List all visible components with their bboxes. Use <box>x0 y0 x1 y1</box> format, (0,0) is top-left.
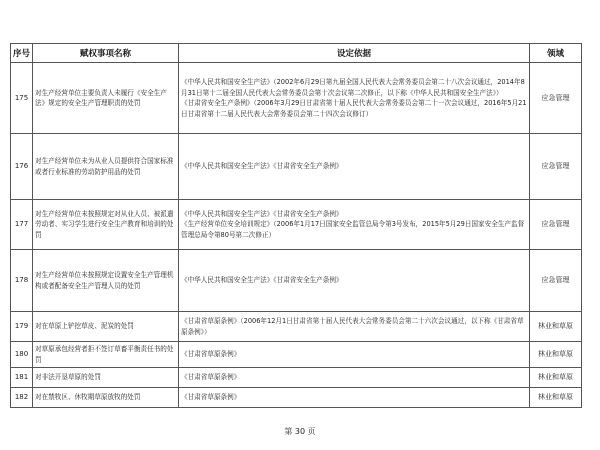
header-basis: 设定依据 <box>179 44 530 63</box>
row-domain: 应急管理 <box>530 250 582 312</box>
table-header-row <box>11 44 582 63</box>
table-row <box>11 200 582 250</box>
row-domain: 林业和草原 <box>530 368 582 388</box>
row-no: 182 <box>11 388 33 408</box>
basis-line: 《中华人民共和国安全生产法》《甘肃省安全生产条例》 <box>181 209 343 218</box>
row-item: 对生产经营单位未按照规定对从业人员、被派遣劳动者、实习学生进行安全生产教育和培训的处罚 <box>33 200 179 250</box>
table-row <box>11 342 582 368</box>
header-item: 赋权事项名称 <box>33 44 179 63</box>
row-item: 对在草原上铲挖草皮、泥炭的处罚 <box>33 312 179 342</box>
basis-line: 《甘肃省草原条例》 <box>181 350 241 359</box>
row-basis <box>179 250 530 312</box>
row-no: 181 <box>11 368 33 388</box>
row-no: 180 <box>11 342 33 368</box>
table-row <box>11 312 582 342</box>
table-row <box>11 250 582 312</box>
row-no: 177 <box>11 200 33 250</box>
row-domain: 应急管理 <box>530 134 582 200</box>
basis-line: 《中华人民共和国安全生产法》《甘肃省安全生产条例》 <box>181 276 343 285</box>
row-domain: 应急管理 <box>530 63 582 134</box>
table-row <box>11 368 582 388</box>
header-domain: 领域 <box>530 44 582 63</box>
row-domain: 应急管理 <box>530 200 582 250</box>
table-row <box>11 63 582 134</box>
table-row <box>11 388 582 408</box>
row-item: 对非法开垦草原的处罚 <box>33 368 179 388</box>
basis-line: 《中华人民共和国安全生产法》《甘肃省安全生产条例》 <box>181 162 343 171</box>
row-basis <box>179 342 530 368</box>
row-item: 对生产经营单位主要负责人未履行《安全生产法》规定的安全生产管理职责的处罚 <box>33 63 179 134</box>
row-item: 对生产经营单位未按照规定设置安全生产管理机构或者配备安全生产管理人员的处罚 <box>33 250 179 312</box>
basis-line: 《甘肃省草原条例》 <box>181 373 241 382</box>
row-basis <box>179 63 530 134</box>
header-no: 序号 <box>11 44 33 63</box>
row-basis <box>179 200 530 250</box>
row-item: 对草原承包经营者拒不签订草畜平衡责任书的处罚 <box>33 342 179 368</box>
row-no: 175 <box>11 63 33 134</box>
row-basis <box>179 388 530 408</box>
row-no: 176 <box>11 134 33 200</box>
authority-table-container <box>10 43 582 408</box>
basis-line: 《生产经营单位安全培训规定》（2006年1月17日国家安全监管总局令第3号发布，2015年5月29日国家安全生产监督管理总局令第80号第二次修正） <box>181 220 525 239</box>
basis-line: 《中华人民共和国安全生产法》（2002年6月29日第九届全国人民代表大会常务委员会第二十八次会议通过，2014年8月31日第十二届全国人民代表大会常务委员会第十次会议第二次修正，以下称《中华人民共和国安全生产法》） <box>181 78 525 97</box>
row-basis <box>179 134 530 200</box>
basis-line: 《甘肃省草原条例》 <box>181 393 241 402</box>
row-basis <box>179 368 530 388</box>
page-number: 第 30 页 <box>284 427 316 436</box>
basis-line: 《甘肃省草原条例》（2006年12月1日甘肃省第十届人民代表大会常务委员会第二十六次会议通过，以下称《甘肃省草原条例》） <box>181 317 524 336</box>
row-no: 179 <box>11 312 33 342</box>
row-item: 对在禁牧区、休牧期草原放牧的处罚 <box>33 388 179 408</box>
row-basis <box>179 312 530 342</box>
row-domain: 林业和草原 <box>530 388 582 408</box>
row-domain: 林业和草原 <box>530 342 582 368</box>
row-domain: 林业和草原 <box>530 312 582 342</box>
basis-line: 《甘肃省安全生产条例》（2006年3月29日甘肃省第十届人民代表大会常务委员会第二十一次会议通过，2016年5月21日甘肃省第十二届人民代表大会常务委员会第二十四次会议修订） <box>181 99 527 118</box>
row-no: 178 <box>11 250 33 312</box>
row-item: 对生产经营单位未为从业人员提供符合国家标准或者行业标准的劳动防护用品的处罚 <box>33 134 179 200</box>
authority-table <box>10 43 582 408</box>
table-row <box>11 134 582 200</box>
